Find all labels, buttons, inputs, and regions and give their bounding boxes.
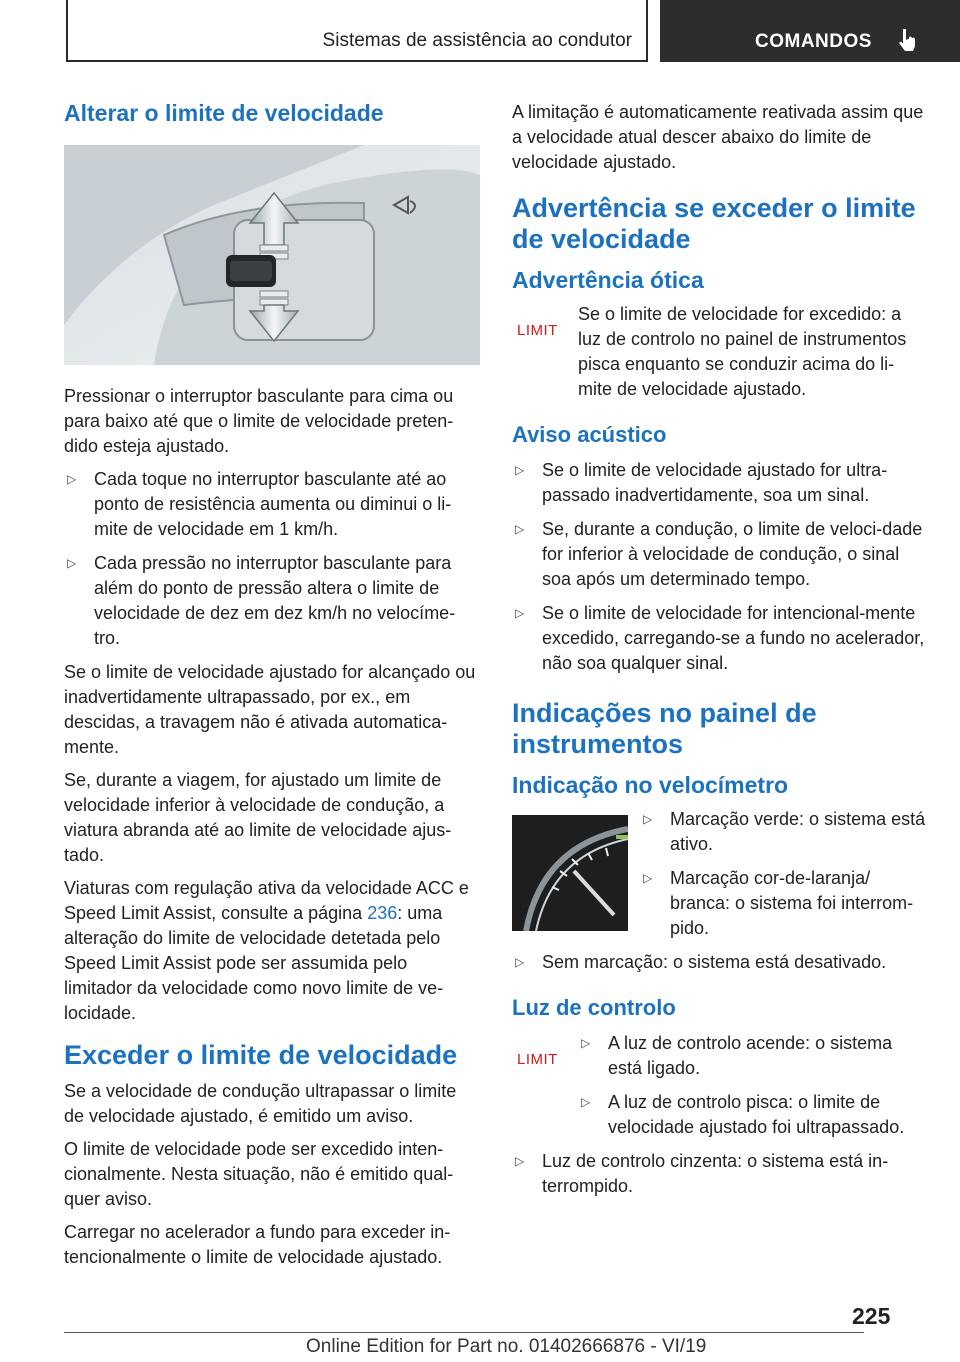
heading-advertencia: Advertência se exceder o limite de velocidade bbox=[512, 193, 916, 254]
list-item: ▷ Luz de controlo cinzenta: o sistema está in-terrompido. bbox=[515, 1151, 889, 1196]
list-item: ▷ Marcação cor-de-laranja/ branca: o sistema foi interrom-pido. bbox=[643, 868, 914, 938]
triangle-bullet-icon: ▷ bbox=[515, 606, 525, 620]
triangle-bullet-icon: ▷ bbox=[581, 1095, 591, 1109]
list-item: ▷ A luz de controlo pisca: o limite de velocidade ajustado foi ultrapassado. bbox=[581, 1092, 905, 1137]
paragraph: Viaturas com regulação ativa da velocidade ACC e Speed Limit Assist, consulte a página 236: uma alteração do limite de velocidade detetada pelo Speed Limit Assist pode ser assumida pelo limitador da velocidade como novo limite de ve-locidade. bbox=[64, 878, 469, 1023]
page-number: 225 bbox=[852, 1303, 891, 1329]
control-light-list bbox=[578, 1031, 928, 1140]
heading-indicacoes-painel: Indicações no painel de instrumentos bbox=[512, 698, 817, 759]
chapter-title: COMANDOS bbox=[755, 31, 872, 52]
heading-advertencia-otica: Advertência ótica bbox=[512, 267, 704, 293]
paragraph: Se, durante a viagem, for ajustado um limite de velocidade inferior à velocidade de condução, a viatura abranda até ao limite de velocidade ajus-tado. bbox=[64, 770, 452, 865]
footer-edition: Online Edition for Part no. 01402666876 - VI/19 bbox=[306, 1336, 707, 1357]
list-item: ▷ Se o limite de velocidade for intencional-mente excedido, carregando-se a fundo no acelerador, não soa qualquer sinal. bbox=[515, 603, 925, 673]
paragraph: Pressionar o interruptor basculante para cima ou para baixo até que o limite de velocidade preten-dido esteja ajustado. bbox=[64, 386, 454, 456]
limit-indicator-row bbox=[512, 1031, 928, 1140]
paragraph: O limite de velocidade pode ser excedido inten-cionalmente. Nesta situação, não é emitido qual-quer aviso. bbox=[64, 1139, 454, 1209]
paragraph: Se o limite de velocidade for excedido: a luz de controlo no painel de instrumentos pisca enquanto se conduzir acima do li-mite de velocidade ajustado. bbox=[578, 304, 907, 399]
limit-indicator-icon: LIMIT bbox=[517, 1051, 558, 1068]
left-column bbox=[64, 100, 480, 1278]
list-item: ▷ Se, durante a condução, o limite de veloci-dade for inferior à velocidade de condução, o sinal soa após um determinado tempo. bbox=[515, 519, 923, 589]
triangle-bullet-icon: ▷ bbox=[581, 1036, 591, 1050]
paragraph: Se o limite de velocidade ajustado for alcançado ou inadvertidamente ultrapassado, por ex., em descidas, a travagem não é ativada automatica-mente. bbox=[64, 662, 476, 757]
heading-aviso-acustico: Aviso acústico bbox=[512, 422, 667, 447]
limit-indicator-row bbox=[512, 302, 928, 402]
header-section-box bbox=[66, 0, 648, 62]
header-chapter-box bbox=[660, 0, 960, 62]
heading-indicacao-velocimetro: Indicação no velocímetro bbox=[512, 772, 789, 798]
heading-alterar-limite: Alterar o limite de velocidade bbox=[64, 100, 384, 126]
page-reference-link[interactable]: 236 bbox=[367, 903, 398, 923]
list-item: ▷ Marcação verde: o sistema está ativo. bbox=[643, 809, 926, 854]
hand-pointer-icon bbox=[897, 27, 919, 55]
triangle-bullet-icon: ▷ bbox=[515, 522, 525, 536]
speedometer-list bbox=[640, 807, 928, 941]
speedometer-row bbox=[512, 807, 928, 941]
speedometer-marker-figure bbox=[512, 815, 628, 931]
list-item: ▷ Sem marcação: o sistema está desativado. bbox=[512, 950, 928, 975]
paragraph: Carregar no acelerador a fundo para exceder in-tencionalmente o limite de velocidade ajustado. bbox=[64, 1222, 451, 1267]
triangle-bullet-icon: ▷ bbox=[515, 463, 525, 477]
heading-exceder-limite: Exceder o limite de velocidade bbox=[64, 1040, 458, 1070]
list-item: ▷ Se o limite de velocidade ajustado for ultra-passado inadvertidamente, soa um sinal. bbox=[515, 460, 888, 505]
paragraph: Se a velocidade de condução ultrapassar o limite de velocidade ajustado, é emitido um aviso. bbox=[64, 1081, 457, 1126]
limit-indicator-icon: LIMIT bbox=[517, 322, 558, 339]
triangle-bullet-icon: ▷ bbox=[67, 556, 77, 570]
heading-luz-controlo: Luz de controlo bbox=[512, 995, 676, 1020]
triangle-bullet-icon: ▷ bbox=[643, 871, 653, 885]
list-item: ▷ Cada pressão no interruptor basculante para além do ponto de pressão altera o limite de velocidade de dez em dez km/h no velocíme-tro. bbox=[67, 553, 456, 648]
steering-wheel-rocker-switch-figure bbox=[64, 145, 480, 365]
right-column bbox=[512, 100, 928, 1208]
list-item: ▷ A luz de controlo acende: o sistema está ligado. bbox=[581, 1033, 893, 1078]
paragraph: A limitação é automaticamente reativada assim que a velocidade atual descer abaixo do limite de velocidade ajustado. bbox=[512, 102, 924, 172]
footer-divider bbox=[64, 1332, 864, 1333]
triangle-bullet-icon: ▷ bbox=[643, 812, 653, 826]
list-item: ▷ Cada toque no interruptor basculante até ao ponto de resistência aumenta ou diminui o li-mite de velocidade em 1 km/h. bbox=[67, 469, 452, 539]
triangle-bullet-icon: ▷ bbox=[67, 472, 77, 486]
triangle-bullet-icon: ▷ bbox=[515, 1154, 525, 1168]
triangle-bullet-icon: ▷ bbox=[515, 955, 525, 969]
section-title: Sistemas de assistência ao condutor bbox=[322, 30, 632, 51]
